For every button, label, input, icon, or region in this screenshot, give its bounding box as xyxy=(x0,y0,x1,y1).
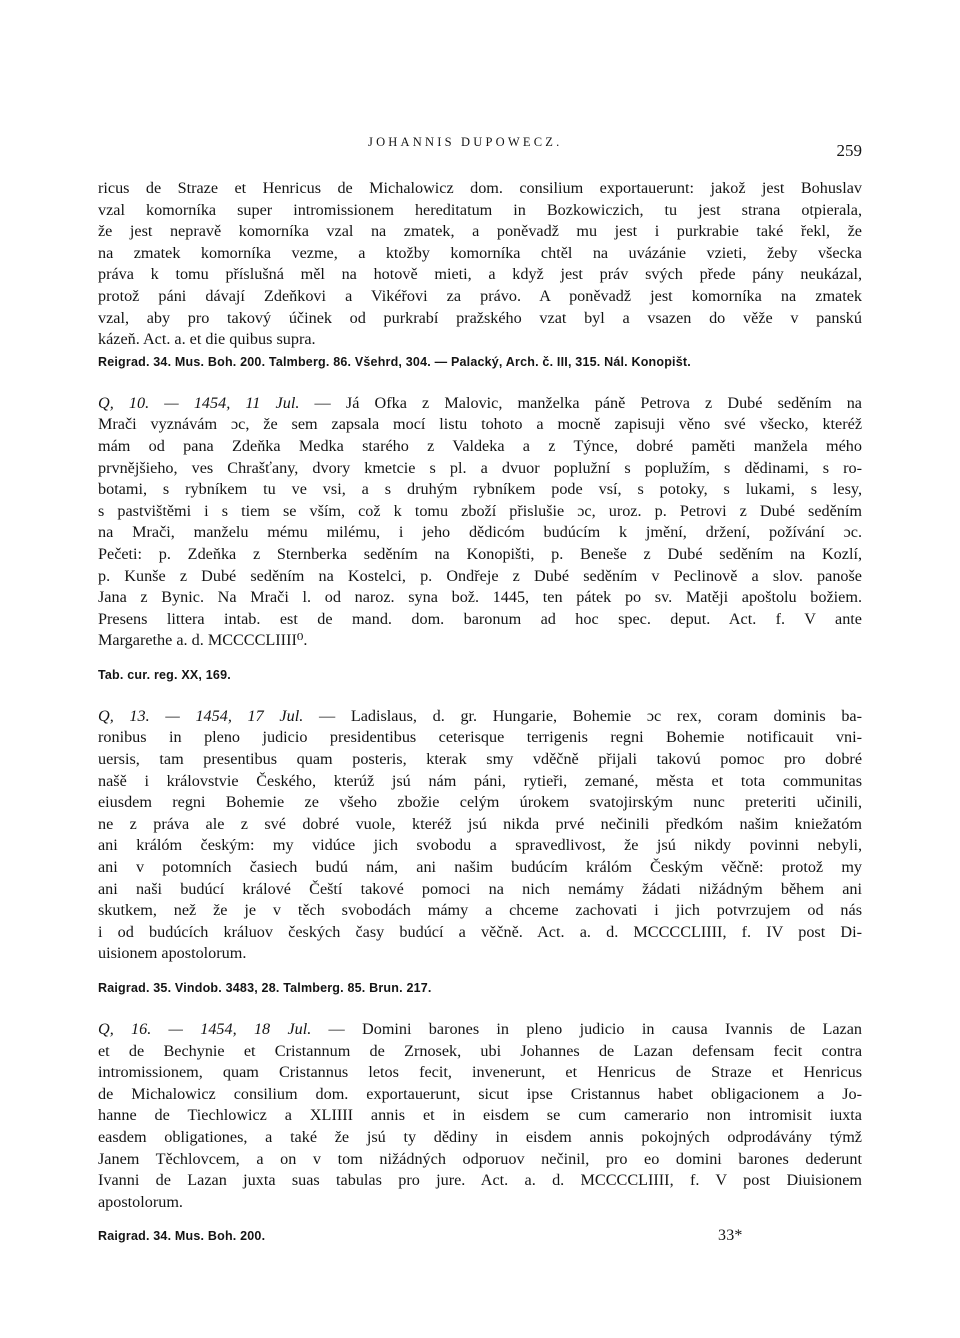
entry-heading-line: Q, 16. — 1454, 18 Jul. — Domini barones in pleno judicio in causa Ivannis de Lazan xyxy=(98,1020,862,1038)
text-line: s pastvištěmi i s tiem se vším, což k tomu zboží přislušie ɔc, uroz. p. Petrovi z Dubé seděním xyxy=(98,501,862,520)
entry-date: Q, 10. — 1454, 11 Jul. xyxy=(98,393,300,412)
text-line: de Michalowicz consilium dom. exportauerunt, sicut ipse Cristannus habet obligacionem a Jo- xyxy=(98,1084,862,1103)
text-line: že jest nepravě komorníka vzal na zmatek, a poněvadž mu jest i purkrabie také řekl, že xyxy=(98,222,862,241)
entry-q10 xyxy=(98,393,862,686)
spacer xyxy=(98,686,862,706)
text-line: Mrači vyznávám ɔc, že sem zapsala mocí listu tohoto a mocně zapisuji věno své všecko, kteréž xyxy=(98,415,862,434)
text-line: prvnějšieho, ves Chrašťany, dvory kmetcie s pl. a dvuor poplužní s poplužím, s dědinami, s ro- xyxy=(98,458,862,477)
text-line: intromissionem, quam Cristannus letos fecit, invenerunt, et Henricus de Straze et Henricus xyxy=(98,1063,862,1082)
text-line: skutkem, než že je v těch svobodách mámy a chceme zachovati i jich potvrzujem od nás xyxy=(98,901,862,920)
text-line: vzal komorníka super intromissionem hereditatum in Bozkowiczich, tu jest strana otpierala, xyxy=(98,200,862,219)
running-title: JOHANNIS DUPOWECZ. xyxy=(368,135,563,149)
text-line: eiusdem regni Bohemie ze všeho zbožie celým úrokem svatojirským nunc preteriti učinili, xyxy=(98,793,862,812)
spacer xyxy=(98,373,862,393)
running-head xyxy=(98,135,862,159)
text-line: uisionem apostolorum. xyxy=(98,944,247,963)
text-line: botami, s rybníkem tu ve vsi, a s druhým rybníkem pode vsí, s potoky, s lukami, s lesy, xyxy=(98,480,862,499)
source-citation: Tab. cur. reg. XX, 169. xyxy=(98,667,231,682)
entry-date: Q, 16. — 1454, 18 Jul. xyxy=(98,1020,312,1038)
text-line: ani naši budúcí králové Čeští takové pomoci na nich nemámy žádati nižádným během ani xyxy=(98,879,862,898)
text-line: Jana z Bynic. Na Mrači l. od naroz. syna bož. 1445, ten pátek po sv. Matěji apoštolu božiem. xyxy=(98,588,862,607)
spacer xyxy=(98,965,862,977)
text-line: Pečeti: p. Zdeňka z Sternberka seděním na Konopišti, p. Beneše z Dubé seděním na Kozlí, xyxy=(98,544,862,563)
source-citation: Raigrad. 35. Vindob. 3483, 28. Talmberg. 85. Brun. 217. xyxy=(98,981,432,995)
text-line: protož páni dávají Zdeňkovi a Vikéřovi za právo. A poněvadž jest komorníka na zmatek xyxy=(98,286,862,305)
page-number: 259 xyxy=(836,141,862,160)
spacer xyxy=(98,652,862,664)
text-line: ne z práva ale z své dobré vuole, kteréž jsú nikda prvé nečinili předkóm našim kniežatóm xyxy=(98,814,862,833)
text-line: našě i královstvie Českého, kterúž jsú nám páni, rytieři, zemané, města et tota communitas xyxy=(98,771,862,790)
text-line: ani králóm českým: my vidúce jich svobodu a spravedlivost, že jsú nikdy povinni nebyli, xyxy=(98,836,862,855)
text-line: p. Kunše z Dubé seděním na Kostelci, p. Ondřeje z Dubé seděním v Peclinově a slov. panoše xyxy=(98,566,862,585)
signature-mark: 33* xyxy=(718,1227,743,1245)
text-line: ani v potomních časiech budú nám, ani našim budúcím králóm Českým věčně: protož my xyxy=(98,858,862,877)
text-line: easdem obligationes, a také že jsú ty dědiny in eisdem annis pokojných odprodávány týmž xyxy=(98,1127,862,1146)
text-line: Ivanni de Lazan juxta suas tabulas pro jure. Act. a. d. MCCCCLIIII, f. V post Diuisionem xyxy=(98,1171,862,1190)
text-line: na Mrači, manželu mému milému, i jeho dědicóm budúcím k jmění, držení, požívání ɔc. xyxy=(98,523,862,542)
entry-heading-line: Q, 10. — 1454, 11 Jul. — Já Ofka z Malovic, manželka páně Petrova z Dubé seděním na xyxy=(98,393,862,412)
text-line: uersis, tam presentibus quam posteris, kterak smy vděčně přijali takovú pomoc pro dobré xyxy=(98,750,862,769)
text-line: Janem Těchlovcem, a on v tom nižádných odporuov nečinil, pro eo domini barones dederunt xyxy=(98,1149,862,1168)
text-line: práva k tomu příslušná měl na hotově mieti, a když jest práv svých přede pány neukázal, xyxy=(98,265,862,284)
text-line: apostolorum. xyxy=(98,1192,183,1211)
document-body xyxy=(98,178,862,1247)
text-line: na zmatek komorníka vezme, a ktožby komorníka chtěl na uvázánie vzieti, žeby všecka xyxy=(98,243,862,262)
entry-heading-line: Q, 13. — 1454, 17 Jul. — Ladislaus, d. gr. Hungarie, Bohemie ɔc rex, coram dominis ba- xyxy=(98,706,863,725)
source-citation: Reigrad. 34. Mus. Boh. 200. Talmberg. 86. Všehrd, 304. — Palacký, Arch. č. III, 315. Nál. Konopišt. xyxy=(98,354,691,369)
text-line: i od budúcích králuov českých časy budúcí a věčně. Act. a. d. MCCCCLIIII, f. IV post Di- xyxy=(98,922,862,941)
text-line: ronibus in pleno judicio presidentibus ceterisque terrigenis regni Bohemie notificauit vni- xyxy=(98,728,862,747)
entry-q13 xyxy=(98,706,862,999)
text-line: vzal, aby pro takový účinek od purkrabí pražského vzat byl a vsazen do věže v panskú xyxy=(98,308,862,327)
source-citation: Raigrad. 34. Mus. Boh. 200. xyxy=(98,1229,266,1244)
text-line: ricus de Straze et Henricus de Michalowicz dom. consilium exportauerunt: jakož jest Bohuslav xyxy=(98,179,862,197)
source-row xyxy=(98,1225,862,1247)
text-line: et de Bechynie et Cristannum de Zrnosek, ubi Johannes de Lazan defensam fecit contra xyxy=(98,1041,862,1060)
text-line: mám od pana Zdeňka Medka starého z Valdeka a z Týnce, dobré paměti manžela mého xyxy=(98,436,862,455)
entry-q16 xyxy=(98,1019,862,1247)
spacer xyxy=(98,1213,862,1225)
text-line: Presens littera intab. est de mand. dom. baronum ad hoc spec. deput. Act. f. V ante xyxy=(98,609,862,628)
entry-date: Q, 13. — 1454, 17 Jul. xyxy=(98,706,304,725)
text-line: Margarethe a. d. MCCCCLIIII⁰. xyxy=(98,631,308,650)
text-line: kázeň. Act. a. et die quibus supra. xyxy=(98,330,316,349)
spacer xyxy=(98,999,862,1019)
text-line: hanne de Tiechlowicz a XLIIII annis et in eisdem se cum camerario non intromisit iuxta xyxy=(98,1106,862,1125)
entry-continuation xyxy=(98,178,862,373)
